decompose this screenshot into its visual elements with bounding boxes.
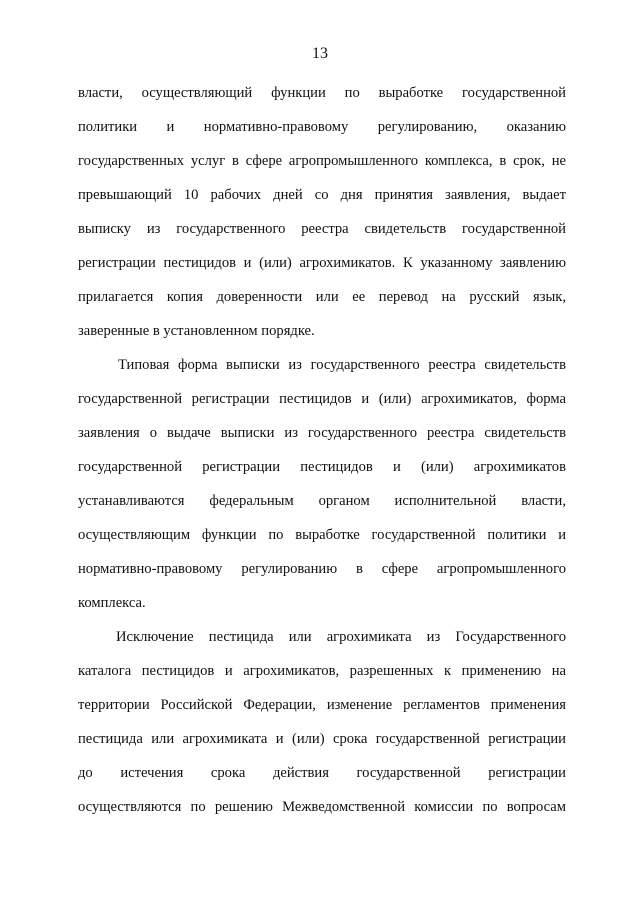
- text-line: нормативно-правовому регулированию в сфере агропромышленного: [78, 561, 566, 577]
- text-line: осуществляются по решению Межведомственной комиссии по вопросам: [78, 799, 566, 815]
- page-number: 13: [312, 45, 328, 62]
- text-line: каталога пестицидов и агрохимикатов, разрешенных к применению на: [78, 663, 566, 679]
- text-line: устанавливаются федеральным органом исполнительной власти,: [78, 493, 566, 509]
- text-line: превышающий 10 рабочих дней со дня принятия заявления, выдает: [78, 187, 566, 203]
- text-line: государственной регистрации пестицидов и (или) агрохимикатов, форма: [78, 391, 566, 407]
- text-line: заявления о выдаче выписки из государственного реестра свидетельств: [78, 425, 566, 441]
- text-line: до истечения срока действия государственной регистрации: [78, 765, 566, 781]
- text-line: регистрации пестицидов и (или) агрохимикатов. К указанному заявлению: [78, 255, 566, 271]
- text-line: территории Российской Федерации, изменение регламентов применения: [78, 697, 566, 713]
- text-line: заверенные в установленном порядке.: [78, 323, 315, 339]
- text-line: государственных услуг в сфере агропромышленного комплекса, в срок, не: [78, 153, 566, 169]
- text-line: выписку из государственного реестра свидетельств государственной: [78, 221, 566, 237]
- text-line: власти, осуществляющий функции по выработке государственной: [78, 85, 566, 101]
- text-line: осуществляющим функции по выработке государственной политики и: [78, 527, 566, 543]
- text-line: политики и нормативно-правовому регулированию, оказанию: [78, 119, 566, 135]
- text-line: прилагается копия доверенности или ее перевод на русский язык,: [78, 289, 566, 305]
- text-line: пестицида или агрохимиката и (или) срока государственной регистрации: [78, 731, 566, 747]
- text-line: Исключение пестицида или агрохимиката из Государственного: [116, 629, 566, 645]
- body-text: [78, 82, 566, 830]
- text-line: Типовая форма выписки из государственного реестра свидетельств: [118, 357, 566, 373]
- text-line: государственной регистрации пестицидов и (или) агрохимикатов: [78, 459, 566, 475]
- text-line: комплекса.: [78, 595, 146, 611]
